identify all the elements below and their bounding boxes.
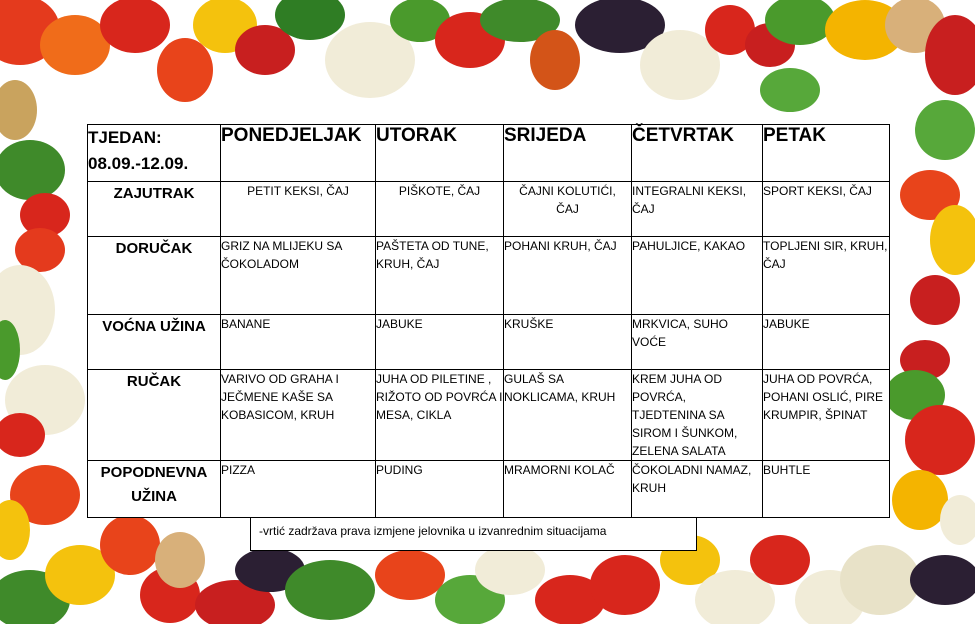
meal-cell: PAHULJICE, KAKAO: [632, 237, 763, 315]
meal-cell: POHANI KRUH, ČAJ: [504, 237, 632, 315]
meal-cell: PAŠTETA OD TUNE, KRUH, ČAJ: [376, 237, 504, 315]
day-header-wednesday: SRIJEDA: [504, 125, 632, 182]
meal-label: RUČAK: [88, 370, 221, 461]
week-label: TJEDAN:: [88, 128, 162, 147]
meal-cell: SPORT KEKSI, ČAJ: [763, 182, 890, 237]
right-vegetables: [885, 100, 975, 545]
meal-cell: PIŠKOTE, ČAJ: [376, 182, 504, 237]
meal-cell: BANANE: [221, 315, 376, 370]
meal-row-vocna-uzina: [88, 315, 890, 370]
meal-cell: MRKVICA, SUHO VOĆE: [632, 315, 763, 370]
top-vegetables: [0, 0, 975, 112]
menu-change-note: -vrtić zadržava prava izmjene jelovnika u izvanrednim situacijama: [250, 517, 697, 551]
meal-cell: JABUKE: [763, 315, 890, 370]
day-header-friday: PETAK: [763, 125, 890, 182]
meal-row-popodnevna-uzina: [88, 461, 890, 518]
meal-cell: GULAŠ SA NOKLICAMA, KRUH: [504, 370, 632, 461]
meal-label: POPODNEVNA UŽINA: [88, 461, 221, 518]
meal-cell: PETIT KEKSI, ČAJ: [221, 182, 376, 237]
meal-row-rucak: [88, 370, 890, 461]
week-dates: 08.09.-12.09.: [88, 154, 189, 173]
header-row: [88, 125, 890, 182]
meal-cell: TOPLJENI SIR, KRUH, ČAJ: [763, 237, 890, 315]
meal-cell: ČOKOLADNI NAMAZ, KRUH: [632, 461, 763, 518]
meal-cell: KRUŠKE: [504, 315, 632, 370]
week-cell: [88, 125, 221, 182]
meal-row-zajutrak: [88, 182, 890, 237]
meal-label: ZAJUTRAK: [88, 182, 221, 237]
meal-cell: GRIZ NA MLIJEKU SA ČOKOLADOM: [221, 237, 376, 315]
day-header-thursday: ČETVRTAK: [632, 125, 763, 182]
meal-cell: PUDING: [376, 461, 504, 518]
meal-cell: KREM JUHA OD POVRĆA, TJEDTENINA SA SIROM I ŠUNKOM, ZELENA SALATA: [632, 370, 763, 461]
meal-cell: VARIVO OD GRAHA I JEČMENE KAŠE SA KOBASICOM, KRUH: [221, 370, 376, 461]
meal-cell: PIZZA: [221, 461, 376, 518]
meal-cell: INTEGRALNI KEKSI, ČAJ: [632, 182, 763, 237]
meal-cell: JUHA OD POVRĆA, POHANI OSLIĆ, PIRE KRUMPIR, ŠPINAT: [763, 370, 890, 461]
meal-label: VOĆNA UŽINA: [88, 315, 221, 370]
meal-cell: JABUKE: [376, 315, 504, 370]
meal-row-dorucak: [88, 237, 890, 315]
meal-cell: ČAJNI KOLUTIĆI, ČAJ: [504, 182, 632, 237]
day-header-monday: PONEDJELJAK: [221, 125, 376, 182]
day-header-tuesday: UTORAK: [376, 125, 504, 182]
meal-cell: BUHTLE: [763, 461, 890, 518]
left-vegetables: [0, 80, 85, 560]
menu-table: [87, 124, 890, 518]
meal-cell: JUHA OD PILETINE , RIŽOTO OD POVRĆA I MESA, CIKLA: [376, 370, 504, 461]
meal-cell: MRAMORNI KOLAČ: [504, 461, 632, 518]
meal-label: DORUČAK: [88, 237, 221, 315]
